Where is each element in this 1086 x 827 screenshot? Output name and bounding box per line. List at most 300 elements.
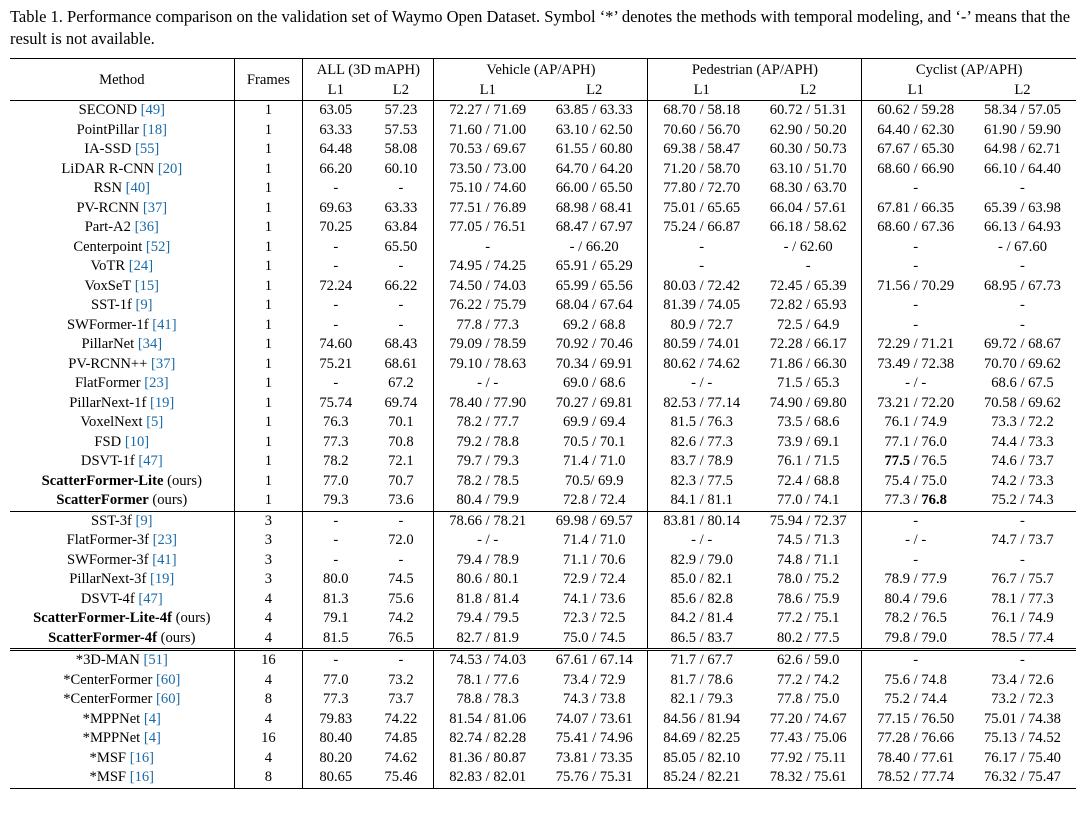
value-cell: - / 66.20: [541, 238, 648, 258]
value-cell: 67.67 / 65.30: [877, 141, 955, 157]
value-cell: - / 67.60: [997, 238, 1047, 255]
value-cell: 74.60: [319, 336, 353, 352]
frames-cell: 4: [234, 590, 303, 610]
frames-cell: 3: [234, 531, 303, 551]
value-cell: 58.08: [368, 140, 434, 160]
value-cell: 76.17 / 75.40: [983, 749, 1061, 766]
frames-cell: 1: [234, 433, 303, 453]
citation-link[interactable]: [20]: [157, 160, 183, 177]
method-cell: [10, 394, 234, 414]
value-cell: 70.27 / 69.81: [541, 394, 648, 414]
value-cell: -: [368, 179, 434, 199]
method-name: PV-RCNN: [76, 199, 140, 216]
method-cell: [10, 179, 234, 199]
value-cell: 78.40 / 77.90: [449, 394, 527, 411]
citation-link[interactable]: [47]: [138, 590, 163, 607]
table-row: [10, 629, 1076, 650]
frames-cell: 1: [234, 394, 303, 414]
value-cell: 76.5: [368, 629, 434, 650]
citation-link[interactable]: [16]: [129, 769, 155, 785]
value-cell: 77.80 / 72.70: [663, 180, 741, 196]
method-cell: [10, 690, 234, 710]
value-cell: 79.4 / 78.9: [456, 551, 519, 568]
value-cell: 75.10 / 74.60: [449, 180, 527, 196]
value-cell: 76.1 / 71.5: [755, 452, 862, 472]
value-cell: -: [368, 296, 434, 316]
frames-cell: 3: [234, 551, 303, 571]
method-cell: [10, 355, 234, 375]
value-cell: 84.1 / 81.1: [670, 492, 733, 508]
value-cell: 81.8 / 81.4: [456, 590, 519, 607]
value-cell: 74.4 / 73.3: [991, 433, 1054, 450]
value-cell: 80.40: [319, 730, 353, 746]
value-cell: -: [368, 650, 434, 671]
value-cell: - / -: [691, 375, 713, 391]
value-cell: 82.83 / 82.01: [434, 768, 541, 788]
citation-link[interactable]: [51]: [143, 652, 168, 668]
citation-link[interactable]: [23]: [152, 532, 177, 548]
value-cell: 76.7 / 75.7: [991, 571, 1054, 587]
method-cell: [10, 335, 234, 355]
value-cell: 73.5 / 68.6: [755, 413, 862, 433]
value-cell: 82.9 / 79.0: [670, 551, 733, 568]
value-cell: 65.91 / 65.29: [541, 257, 648, 277]
table-row: [10, 140, 1076, 160]
value-cell: 75.76 / 75.31: [541, 768, 648, 788]
method-name: RSN: [93, 180, 122, 196]
value-cell: -: [368, 316, 434, 336]
value-cell: 72.1: [368, 452, 434, 472]
value-cell: 77.20 / 74.67: [755, 710, 862, 730]
table-row: [10, 511, 1076, 531]
frames-cell: 16: [234, 650, 303, 671]
value-cell: -: [368, 551, 434, 571]
method-cell: [10, 374, 234, 394]
frames-cell: 4: [234, 609, 303, 629]
value-cell: 73.50 / 73.00: [449, 160, 527, 177]
value-cell: 69.74: [368, 394, 434, 414]
value-cell: 67.61 / 67.14: [541, 650, 648, 671]
results-table: [10, 58, 1076, 789]
value-cell: 73.2 / 72.3: [991, 691, 1054, 707]
value-cell: 77.43 / 75.06: [755, 729, 862, 749]
value-part: 76.8: [921, 492, 947, 508]
frames-cell: 1: [234, 101, 303, 121]
method-cell: [10, 218, 234, 238]
header-level: L2: [368, 81, 434, 101]
value-cell: 75.94 / 72.37: [755, 511, 862, 531]
header-level: L2: [755, 81, 862, 101]
table-row: [10, 238, 1076, 258]
value-cell: 80.6 / 80.1: [456, 571, 519, 587]
table-row: [10, 609, 1076, 629]
value-cell: 77.3: [323, 691, 349, 707]
table-row: [10, 374, 1076, 394]
table-row: [10, 690, 1076, 710]
frames-cell: 3: [234, 511, 303, 531]
value-cell: 74.5: [368, 570, 434, 590]
method-cell: [10, 277, 234, 297]
frames-cell: 1: [234, 316, 303, 336]
value-cell: 75.46: [368, 768, 434, 788]
value-cell: 74.7 / 73.7: [991, 532, 1054, 548]
method-name: *MPPNet: [82, 710, 141, 727]
value-cell: 68.98 / 68.41: [541, 199, 648, 219]
value-cell: 73.21 / 72.20: [877, 394, 955, 411]
value-cell: 72.28 / 66.17: [755, 335, 862, 355]
method-cell: [10, 238, 234, 258]
value-cell: 63.33: [319, 121, 353, 138]
citation-link[interactable]: [60]: [156, 671, 181, 688]
value-cell: 70.25: [319, 219, 353, 235]
table-row: [10, 316, 1076, 336]
method-name: SST-3f: [91, 512, 132, 529]
value-cell: 68.6 / 67.5: [991, 375, 1054, 391]
value-cell: -: [862, 650, 969, 671]
value-cell: -: [333, 316, 339, 333]
value-cell: 70.92 / 70.46: [541, 335, 648, 355]
value-cell: 68.04 / 67.64: [541, 296, 648, 316]
value-cell: 68.70 / 58.18: [663, 102, 741, 118]
method-name: Centerpoint: [73, 238, 143, 255]
value-cell: 80.0: [323, 571, 349, 587]
method-cell: [10, 101, 234, 121]
method-name: *3D-MAN: [75, 652, 140, 668]
value-cell: 73.7: [368, 690, 434, 710]
frames-cell: 1: [234, 160, 303, 180]
value-cell: -: [1020, 551, 1025, 568]
value-cell: 78.66 / 78.21: [434, 511, 541, 531]
value-cell: 70.60 / 56.70: [663, 121, 741, 138]
citation-link[interactable]: [34]: [137, 336, 163, 352]
value-cell: -: [485, 238, 491, 255]
method-name: PointPillar: [76, 121, 140, 138]
value-cell: 73.3 / 72.2: [991, 414, 1054, 430]
value-cell: 62.90 / 50.20: [755, 121, 862, 141]
value-cell: 69.2 / 68.8: [541, 316, 648, 336]
method-cell: [10, 413, 234, 433]
value-cell: -: [969, 511, 1076, 531]
value-cell: 79.7 / 79.3: [456, 453, 519, 469]
value-cell: 75.6 / 74.8: [884, 671, 947, 688]
value-cell: - / -: [477, 375, 499, 391]
method-name: *MSF: [89, 769, 127, 785]
value-cell: - / -: [905, 532, 927, 548]
value-cell: 68.60 / 66.90: [877, 160, 955, 177]
value-cell: 65.39 / 63.98: [983, 199, 1061, 216]
value-cell: 69.0 / 68.6: [541, 374, 648, 394]
value-cell: -: [699, 258, 705, 274]
citation-link[interactable]: [41]: [152, 316, 177, 333]
value-cell: 64.40 / 62.30: [877, 121, 955, 138]
value-cell: -: [913, 180, 919, 196]
citation-link[interactable]: [40]: [125, 180, 150, 196]
value-cell: -: [913, 316, 919, 333]
value-cell: 68.47 / 67.97: [541, 218, 648, 238]
value-cell: 66.20: [319, 160, 353, 177]
citation-link[interactable]: [15]: [134, 277, 160, 294]
citation-link[interactable]: [9]: [135, 297, 153, 313]
value-cell: 58.34 / 57.05: [983, 102, 1061, 118]
citation-link[interactable]: [55]: [134, 141, 160, 157]
value-cell: - / 62.60: [755, 238, 862, 258]
method-cell: [10, 629, 234, 650]
citation-link[interactable]: [52]: [145, 238, 171, 255]
value-cell: 60.62 / 59.28: [877, 102, 955, 118]
value-cell: 74.90 / 69.80: [755, 394, 862, 414]
citation-link[interactable]: [18]: [142, 121, 167, 138]
table-row: [10, 355, 1076, 375]
value-cell: - / -: [905, 375, 927, 391]
method-cell: [10, 511, 234, 531]
table-row: [10, 472, 1076, 492]
header-group-cyclist: Cyclist (AP/APH): [862, 59, 1076, 81]
value-cell: 64.98 / 62.71: [983, 141, 1061, 157]
frames-cell: 1: [234, 296, 303, 316]
value-cell: 63.05: [319, 102, 353, 118]
value-cell: 73.9 / 69.1: [755, 433, 862, 453]
value-cell: -: [333, 238, 339, 255]
header-level: L1: [434, 81, 541, 101]
table-row: [10, 335, 1076, 355]
frames-cell: 3: [234, 570, 303, 590]
value-cell: 78.52 / 77.74: [862, 768, 969, 788]
method-name: DSVT-4f: [80, 590, 135, 607]
value-cell: 70.5/ 69.9: [541, 472, 648, 492]
value-cell: - / -: [477, 532, 499, 548]
value-cell: 77.92 / 75.11: [755, 749, 862, 769]
value-cell: 71.5 / 65.3: [755, 374, 862, 394]
value-cell: 71.60 / 71.00: [449, 121, 527, 138]
value-cell: 79.4 / 79.5: [456, 610, 519, 626]
table-row: [10, 749, 1076, 769]
citation-link[interactable]: [16]: [129, 749, 155, 766]
citation-link[interactable]: [47]: [138, 453, 163, 469]
citation-link[interactable]: [4]: [143, 710, 161, 727]
value-cell: 66.18 / 58.62: [755, 218, 862, 238]
value-cell: 77.8 / 75.0: [755, 690, 862, 710]
value-cell: 85.6 / 82.8: [670, 590, 733, 607]
table-row: [10, 413, 1076, 433]
method-name: PillarNext-3f: [69, 571, 147, 587]
citation-link[interactable]: [19]: [149, 571, 175, 587]
value-cell: 78.5 / 77.4: [991, 629, 1054, 646]
value-cell: 85.0 / 82.1: [670, 571, 733, 587]
value-cell: 76.1 / 74.9: [884, 414, 947, 430]
value-cell: 60.30 / 50.73: [755, 140, 862, 160]
value-cell: 82.3 / 77.5: [670, 472, 733, 489]
method-name: VoxSeT: [84, 277, 132, 294]
value-cell: 74.6 / 73.7: [991, 453, 1054, 469]
table-row: [10, 452, 1076, 472]
table-row: [10, 277, 1076, 297]
value-cell: 78.6 / 75.9: [755, 590, 862, 610]
value-cell: 70.58 / 69.62: [983, 394, 1061, 411]
value-cell: 77.5 / 76.5: [884, 453, 947, 469]
value-cell: 62.6 / 59.0: [755, 650, 862, 671]
value-cell: -: [1020, 316, 1025, 333]
value-cell: 71.56 / 70.29: [877, 277, 955, 294]
citation-link[interactable]: [19]: [149, 394, 175, 411]
value-cell: -: [969, 650, 1076, 671]
value-cell: 65.99 / 65.56: [541, 277, 648, 297]
value-cell: 78.1 / 77.6: [456, 671, 519, 688]
method-name: *MPPNet: [82, 730, 141, 746]
value-cell: 77.3: [323, 433, 349, 450]
citation-link[interactable]: [4]: [143, 730, 161, 746]
value-cell: 85.24 / 82.21: [648, 768, 755, 788]
value-cell: 69.72 / 68.67: [983, 336, 1061, 352]
method-name: FlatFormer: [74, 375, 141, 391]
value-cell: 80.2 / 77.5: [755, 629, 862, 650]
value-cell: 72.9 / 72.4: [541, 570, 648, 590]
frames-cell: 1: [234, 121, 303, 141]
value-cell: 72.82 / 65.93: [755, 296, 862, 316]
value-cell: 57.53: [368, 121, 434, 141]
value-part: 77.5: [884, 453, 911, 469]
citation-link[interactable]: [9]: [135, 512, 153, 529]
table-row: [10, 491, 1076, 511]
value-cell: 75.21: [319, 355, 353, 372]
value-cell: 60.10: [368, 160, 434, 180]
value-cell: -: [333, 551, 339, 568]
method-name: ScatterFormer: [56, 492, 149, 508]
value-cell: 63.85 / 63.33: [541, 101, 648, 121]
citation-link[interactable]: [49]: [140, 102, 165, 118]
table-row: [10, 121, 1076, 141]
value-cell: 70.53 / 69.67: [449, 141, 527, 157]
value-cell: 73.49 / 72.38: [877, 355, 955, 372]
value-cell: 80.03 / 72.42: [663, 277, 741, 294]
value-cell: 79.1: [323, 610, 349, 626]
citation-link[interactable]: [10]: [124, 433, 150, 450]
table-row: [10, 199, 1076, 219]
header-level: L1: [303, 81, 369, 101]
citation-link[interactable]: [24]: [128, 258, 154, 274]
value-cell: 78.2 / 78.5: [456, 472, 519, 489]
citation-link[interactable]: [41]: [152, 551, 177, 568]
method-name: VoTR: [90, 258, 126, 274]
method-cell: [10, 768, 234, 788]
value-cell: 78.9 / 77.9: [884, 571, 947, 587]
table-row: [10, 394, 1076, 414]
value-cell: 75.01 / 65.65: [663, 199, 741, 216]
frames-cell: 4: [234, 710, 303, 730]
value-cell: 73.6: [368, 491, 434, 511]
method-name: PV-RCNN++: [68, 355, 148, 372]
value-cell: 66.04 / 57.61: [755, 199, 862, 219]
value-cell: 74.95 / 74.25: [449, 258, 527, 274]
value-cell: 71.86 / 66.30: [755, 355, 862, 375]
value-cell: 66.10 / 64.40: [983, 160, 1061, 177]
value-cell: 69.63: [319, 199, 353, 216]
value-cell: 72.29 / 71.21: [877, 336, 955, 352]
value-cell: 71.20 / 58.70: [663, 160, 741, 177]
table-row: [10, 768, 1076, 788]
method-cell: [10, 257, 234, 277]
value-cell: 76.1 / 74.9: [991, 610, 1054, 626]
table-header: [10, 59, 1076, 101]
table-row: [10, 101, 1076, 121]
value-cell: 82.7 / 81.9: [456, 629, 519, 646]
citation-link[interactable]: [60]: [156, 691, 181, 707]
value-cell: 63.84: [368, 218, 434, 238]
value-cell: 81.5 / 76.3: [670, 414, 733, 430]
method-cell: [10, 590, 234, 610]
citation-link[interactable]: [5]: [146, 414, 164, 430]
value-cell: -: [1020, 258, 1025, 274]
value-cell: 61.55 / 60.80: [541, 140, 648, 160]
method-cell: [10, 749, 234, 769]
table-row: [10, 160, 1076, 180]
citation-link[interactable]: [37]: [142, 199, 168, 216]
method-cell: [10, 570, 234, 590]
value-cell: 72.45 / 65.39: [755, 277, 862, 297]
value-cell: 78.1 / 77.3: [991, 590, 1054, 607]
method-cell: [10, 710, 234, 730]
frames-cell: 1: [234, 218, 303, 238]
ours-label: (ours): [167, 472, 202, 489]
value-cell: 81.5: [323, 629, 349, 646]
table-row: [10, 257, 1076, 277]
citation-link[interactable]: [36]: [134, 219, 159, 235]
value-cell: 72.8 / 72.4: [541, 491, 648, 511]
value-cell: 86.5 / 83.7: [670, 629, 733, 646]
method-cell: [10, 472, 234, 492]
value-cell: 79.83: [319, 710, 353, 727]
method-name: FSD: [94, 433, 122, 450]
value-cell: 78.2: [323, 453, 349, 469]
method-name: *MSF: [89, 749, 127, 766]
value-cell: 77.3 / 76.8: [884, 492, 947, 508]
value-cell: 83.81 / 80.14: [648, 511, 755, 531]
value-cell: 67.2: [368, 374, 434, 394]
table-row: [10, 296, 1076, 316]
frames-cell: 8: [234, 690, 303, 710]
value-cell: 66.13 / 64.93: [983, 219, 1061, 235]
table-row: [10, 531, 1076, 551]
value-cell: -: [333, 258, 339, 274]
frames-cell: 1: [234, 335, 303, 355]
value-cell: 73.81 / 73.35: [541, 749, 648, 769]
frames-cell: 1: [234, 491, 303, 511]
citation-link[interactable]: [23]: [144, 375, 169, 391]
value-cell: 72.0: [368, 531, 434, 551]
method-name: SECOND: [78, 102, 137, 118]
frames-cell: 1: [234, 374, 303, 394]
table-caption: Table 1. Performance comparison on the validation set of Waymo Open Dataset. Symbol ‘*’ denotes the methods with temporal modeling, and ‘-’ means that the result is not available.: [10, 7, 1071, 48]
table-row: [10, 729, 1076, 749]
method-name: ScatterFormer-Lite: [41, 472, 164, 489]
method-cell: [10, 452, 234, 472]
method-name: SWFormer-1f: [67, 316, 149, 333]
value-cell: 81.36 / 80.87: [449, 749, 527, 766]
header-frames: Frames: [234, 59, 303, 101]
frames-cell: 1: [234, 472, 303, 492]
value-cell: 78.40 / 77.61: [877, 749, 955, 766]
frames-cell: 1: [234, 277, 303, 297]
method-cell: [10, 729, 234, 749]
citation-link[interactable]: [37]: [151, 355, 176, 372]
method-name: SWFormer-3f: [67, 551, 149, 568]
method-cell: [10, 531, 234, 551]
value-cell: 75.2 / 74.3: [991, 492, 1054, 508]
value-cell: 67.81 / 66.35: [877, 199, 955, 216]
value-cell: 80.4 / 79.6: [884, 590, 947, 607]
method-name: DSVT-1f: [80, 453, 135, 469]
value-cell: 82.53 / 77.14: [663, 394, 741, 411]
value-cell: 70.5 / 70.1: [541, 433, 648, 453]
